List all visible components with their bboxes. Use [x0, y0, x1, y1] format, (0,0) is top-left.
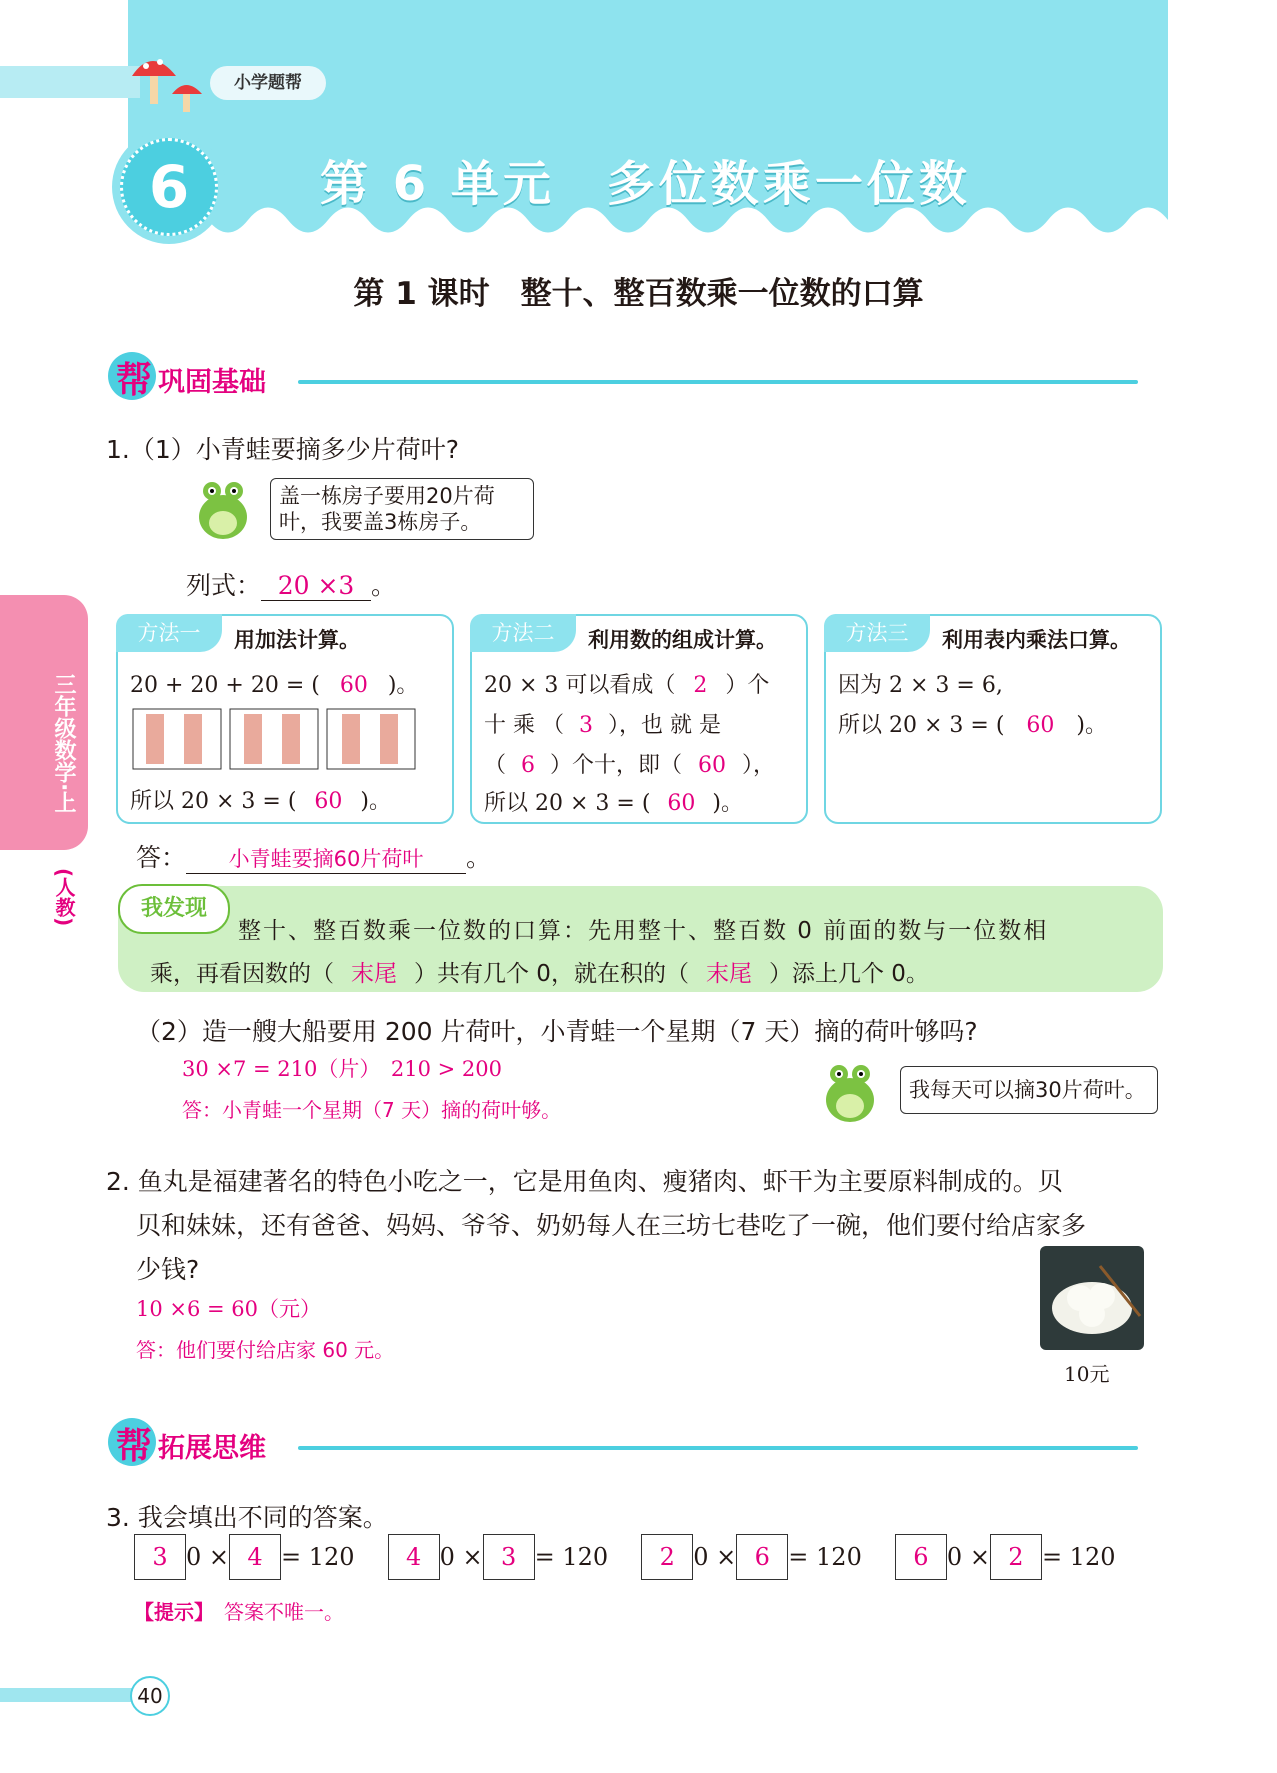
- frog-speech-bubble: 盖一栋房子要用20片荷叶，我要盖3栋房子。: [270, 478, 534, 540]
- section2-rule: [298, 1446, 1138, 1450]
- q2-calc: 10 ×6 = 60（元）: [136, 1297, 322, 1321]
- unit-number-badge: 6: [120, 138, 218, 236]
- q1-part2-answer: 答：小青蛙一个星期（7 天）摘的荷叶够。: [182, 1098, 562, 1122]
- q3-equation: 3 0 × 4 = 120: [134, 1534, 380, 1580]
- digit-box[interactable]: 4: [388, 1534, 440, 1580]
- digit-box[interactable]: 6: [895, 1534, 947, 1580]
- discover-badge: 我发现: [118, 884, 230, 934]
- page-number: 40: [130, 1676, 170, 1716]
- stick-bundles-icon: [132, 708, 422, 772]
- q2-prompt-line2: 贝和妹妹，还有爸爸、妈妈、爷爷、奶奶每人在三坊七巷吃了一碗，他们要付给店家多: [136, 1211, 1087, 1240]
- section-rule: [298, 380, 1138, 384]
- digit-box[interactable]: 3: [134, 1534, 186, 1580]
- digit-box[interactable]: 2: [990, 1534, 1042, 1580]
- header-side-band: [0, 66, 140, 98]
- method2-title: 利用数的组成计算。: [588, 628, 777, 652]
- unit-title: 第 6 单元 多位数乘一位数: [320, 156, 971, 212]
- footer-band: [0, 1688, 140, 1702]
- method1-line1: 20 + 20 + 20 = ( 60 )。: [130, 673, 419, 698]
- brand-label: 小学题帮: [210, 66, 326, 100]
- section2-char: 帮: [116, 1426, 153, 1467]
- digit-box[interactable]: 6: [736, 1534, 788, 1580]
- q3-equations: [134, 1534, 1141, 1580]
- method1-tag: 方法一: [116, 614, 222, 652]
- digit-box[interactable]: 4: [229, 1534, 281, 1580]
- hint-label: 【提示】: [134, 1600, 204, 1624]
- q2-prompt-line3: 少钱?: [136, 1255, 200, 1284]
- method1-title: 用加法计算。: [234, 628, 360, 652]
- method3-tag: 方法三: [824, 614, 930, 652]
- q1-part1-prompt: 1.（1）小青蛙要摘多少片荷叶?: [106, 435, 460, 464]
- method2-line2: 十 乘 （ 3 ），也 就 是: [484, 713, 721, 738]
- method2-line3: （ 6 ）个十，即（ 60 ），: [484, 753, 776, 778]
- q1-part2-calc: 30 ×7 = 210（片） 210 > 200: [182, 1057, 502, 1081]
- section-char: 帮: [116, 360, 153, 401]
- method1-line2: 所以 20 × 3 = ( 60 )。: [130, 789, 392, 814]
- frog2-speech-bubble: 我每天可以摘30片荷叶。: [900, 1066, 1158, 1114]
- method1-box: [116, 614, 454, 824]
- method3-line2: 所以 20 × 3 = ( 60 )。: [838, 713, 1108, 738]
- formula-label: 列式：: [186, 571, 262, 600]
- q3-equation: 4 0 × 3 = 120: [388, 1534, 634, 1580]
- lesson-title: 第 1 课时 整十、整百数乘一位数的口算: [353, 276, 924, 312]
- q3-prompt: 3. 我会填出不同的答案。: [106, 1503, 388, 1532]
- q1-answer-line: 答： 小青蛙要摘60片荷叶 。: [136, 843, 492, 872]
- digit-box[interactable]: 2: [641, 1534, 693, 1580]
- method3-title: 利用表内乘法口算。: [942, 628, 1131, 652]
- method2-tag: 方法二: [470, 614, 576, 652]
- q2-prompt-line1: 2. 鱼丸是福建著名的特色小吃之一，它是用鱼肉、瘦猪肉、虾干为主要原料制成的。贝: [106, 1167, 1063, 1196]
- q3-equation: 6 0 × 2 = 120: [895, 1534, 1141, 1580]
- frog-icon-2: [815, 1058, 885, 1128]
- method3-box: [824, 614, 1162, 824]
- section2-title: 拓展思维: [158, 1433, 266, 1464]
- grade-side-tab: 三年级数学·上: [0, 595, 88, 850]
- method2-box: [470, 614, 808, 824]
- formula-line: [186, 566, 396, 602]
- method2-line1: 20 × 3 可以看成（ 2 ）个: [484, 673, 770, 698]
- q3-equation: 2 0 × 6 = 120: [641, 1534, 887, 1580]
- digit-box[interactable]: 3: [483, 1534, 535, 1580]
- section-consolidate: [108, 352, 1168, 402]
- mushroom-icon: [128, 46, 218, 116]
- hint-text: 答案不唯一。: [224, 1600, 344, 1624]
- q3-hint: [134, 1596, 344, 1625]
- method2-line4: 所以 20 × 3 = ( 60 )。: [484, 791, 744, 816]
- section-extend: [108, 1418, 1168, 1468]
- q2-answer: 答：他们要付给店家 60 元。: [136, 1338, 395, 1362]
- frog-icon: [188, 475, 258, 545]
- q1-answer-value: 小青蛙要摘60片荷叶: [186, 843, 466, 874]
- discover-line2: 乘，再看因数的（ 末尾 ）共有几个 0，就在积的（ 末尾 ）添上几个 0。: [150, 961, 929, 987]
- section-title: 巩固基础: [158, 367, 266, 398]
- discover-line1: 整十、整百数乘一位数的口算：先用整十、整百数 0 前面的数与一位数相: [238, 918, 1049, 944]
- formula-answer: 20 ×3: [261, 571, 371, 601]
- method3-line1: 因为 2 × 3 = 6,: [838, 673, 1003, 698]
- fish-ball-photo: [1040, 1246, 1144, 1350]
- q1-part2-prompt: （2）造一艘大船要用 200 片荷叶，小青蛙一个星期（7 天）摘的荷叶够吗?: [136, 1017, 978, 1046]
- edition-label: (人教): [52, 868, 76, 927]
- answer-label: 答：: [136, 843, 187, 872]
- price-label: 10元: [1064, 1362, 1110, 1386]
- formula-end: 。: [371, 571, 397, 600]
